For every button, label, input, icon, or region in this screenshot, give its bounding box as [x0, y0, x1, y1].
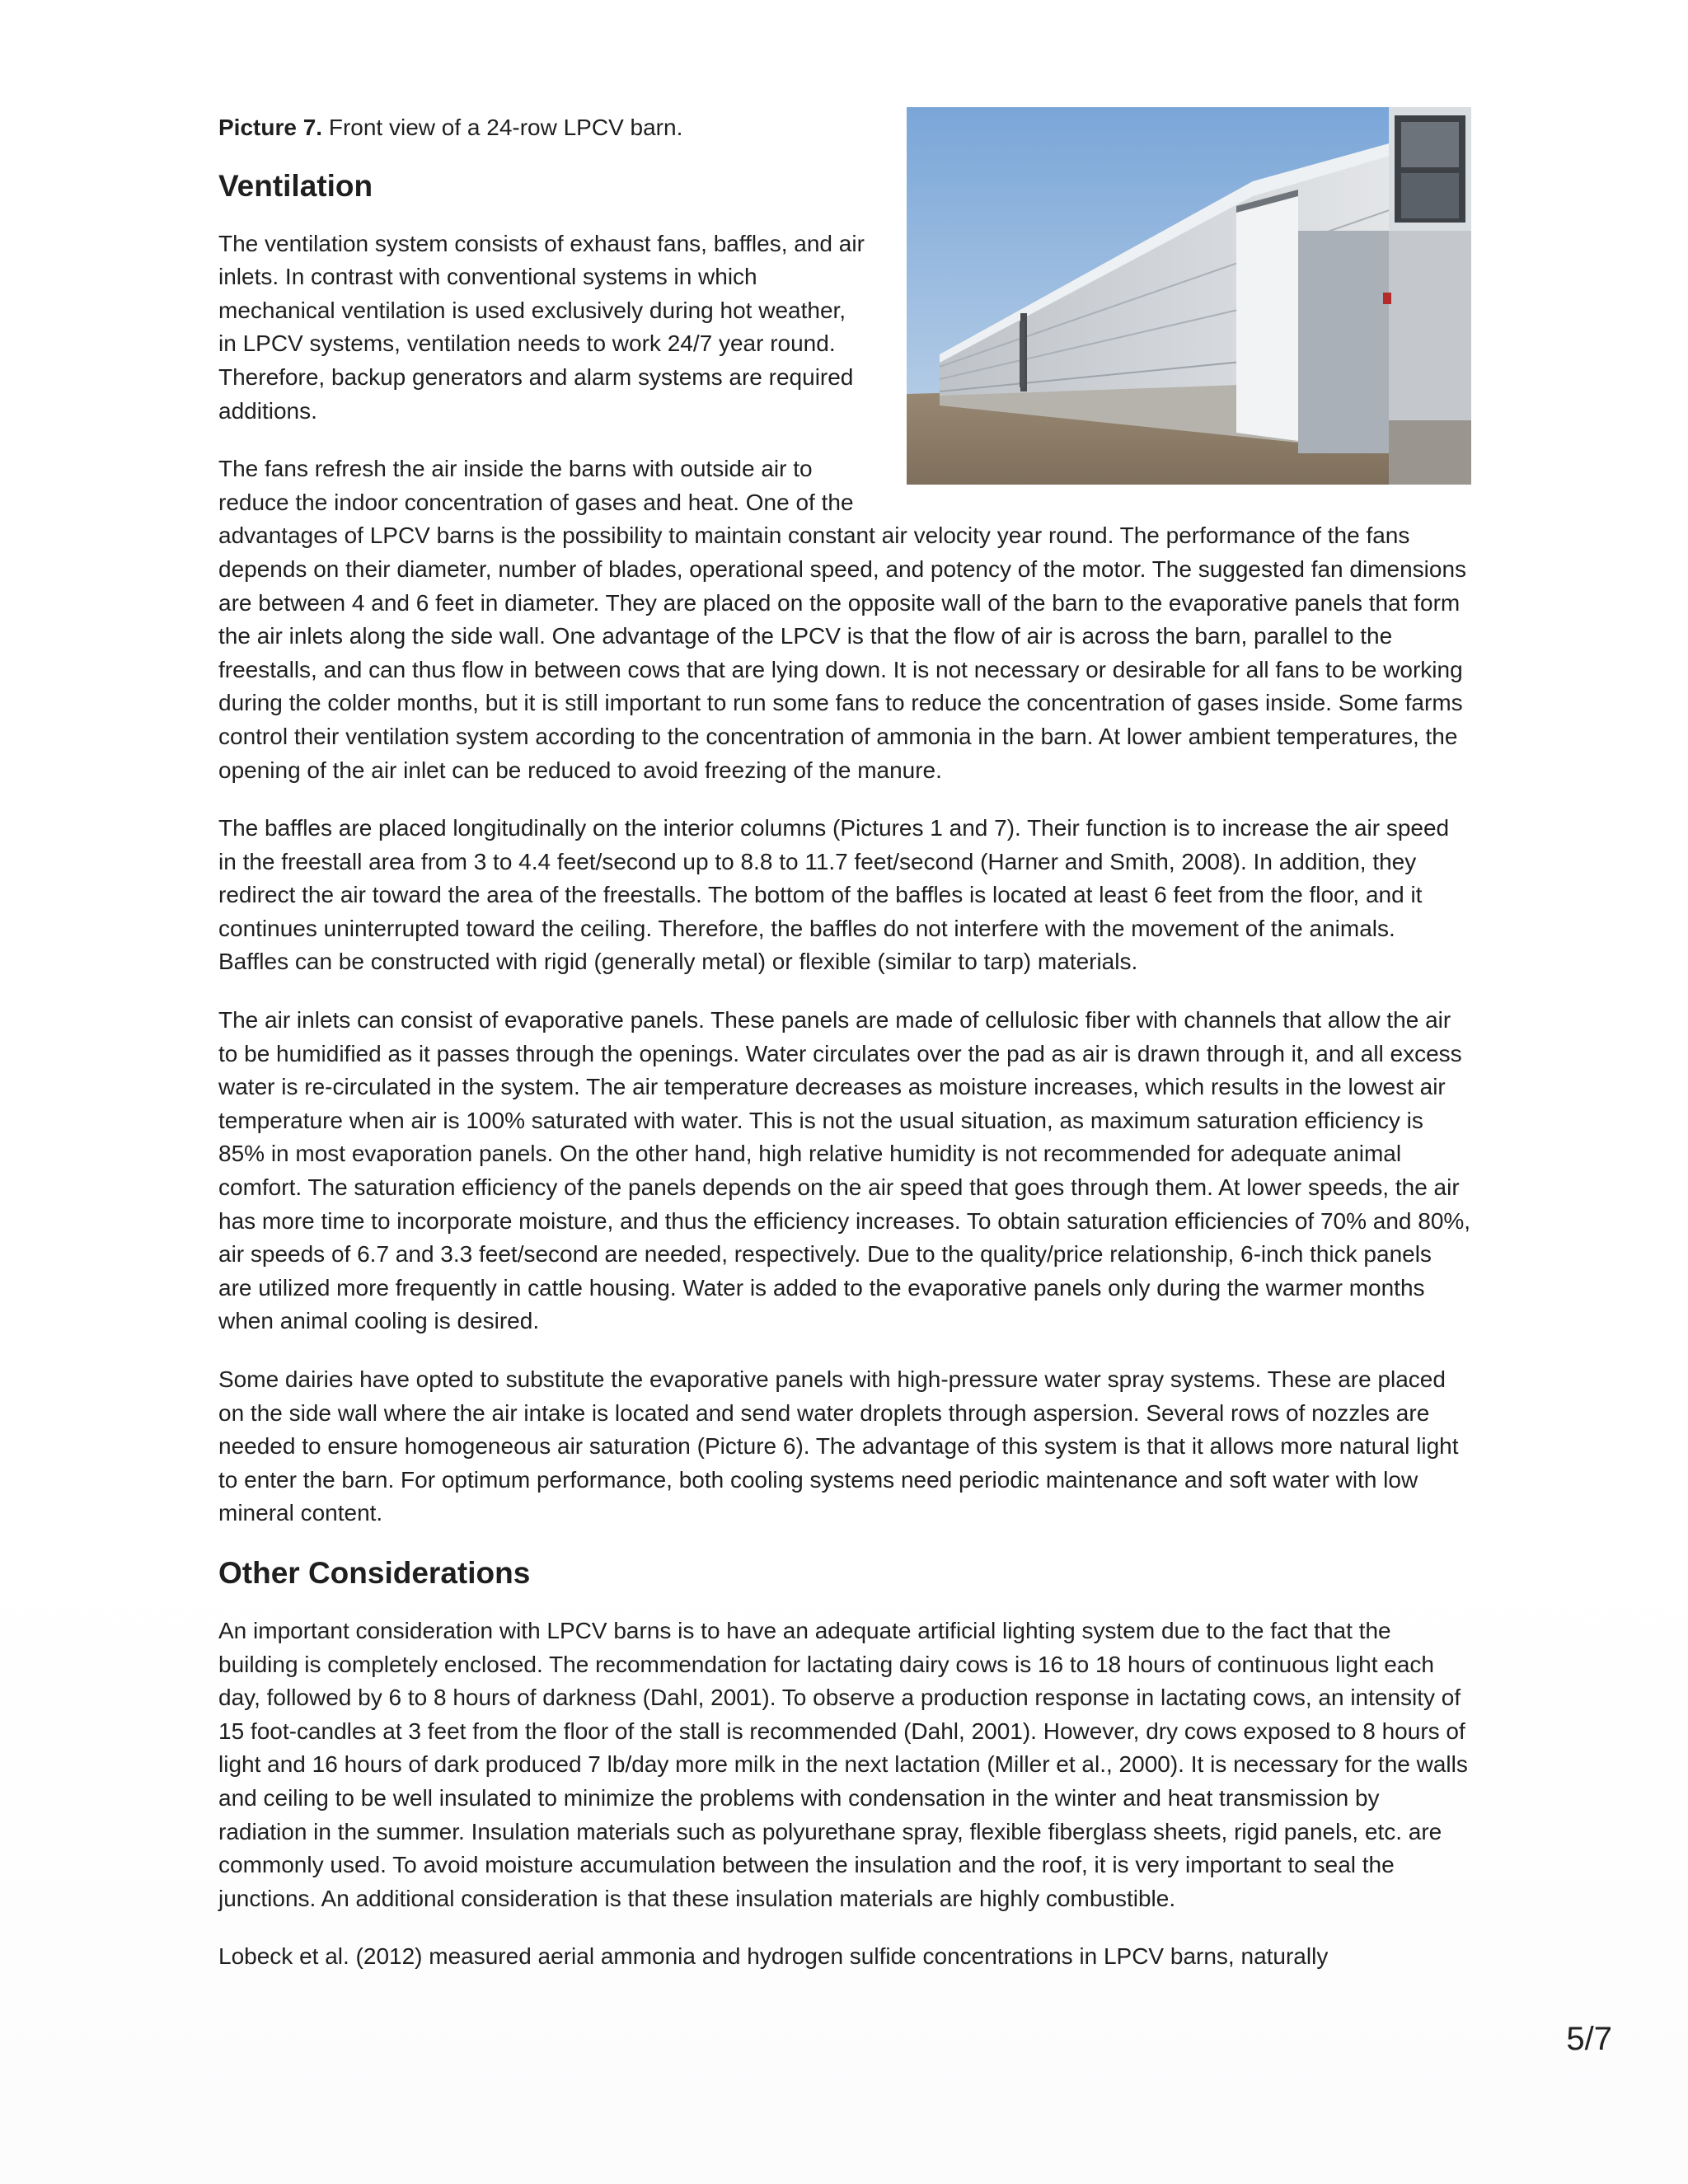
barn-photo	[907, 107, 1471, 485]
document-content	[218, 111, 1471, 1999]
paragraph-ventilation-5: Some dairies have opted to substitute the evaporative panels with high-pressure water spray systems. These are placed on the side wall where the air intake is located and send water droplets through aspersion. Several rows of nozzles are needed to ensure homogeneous air saturation (Picture 6). The advantage of this system is that it allows more natural light to enter the barn. For optimum performance, both cooling systems need periodic maintenance and soft water with low mineral content.	[218, 1366, 1459, 1526]
paragraph-other-2: Lobeck et al. (2012) measured aerial ammonia and hydrogen sulfide concentrations in LPCV barns, naturally	[218, 1943, 1329, 1970]
heading-other-considerations: Other Considerations	[218, 1555, 531, 1590]
figure-caption-text: Front view of a 24-row LPCV barn.	[322, 115, 683, 140]
paragraph-ventilation-3: The baffles are placed longitudinally on the interior columns (Pictures 1 and 7). Their function is to increase the air speed in the freestall area from 3 to 4.4 feet/second up to 8.8 to 11.7 feet/second (Harner and Smith, 2008). In addition, they redirect the air toward the area of the freestalls. The bottom of the baffles is located at least 6 feet from the floor, and it continues uninterrupted toward the ceiling. Therefore, the baffles do not interfere with the movement of the animals. Baffles can be constructed with rigid (generally metal) or flexible (similar to tarp) materials.	[218, 815, 1450, 975]
heading-ventilation: Ventilation	[218, 168, 373, 203]
paragraph-ventilation-1: The ventilation system consists of exhaust fans, baffles, and air inlets. In contrast with conventional systems in which mechanical ventilation is used exclusively during hot weather, in LPCV systems, ventilation needs to work 24/7 year round. Therefore, backup generators and alarm systems are required additions.	[218, 230, 865, 424]
page-number: 5/7	[1566, 2021, 1612, 2057]
barn-photo-image	[907, 107, 1471, 485]
paragraph-ventilation-4: The air inlets can consist of evaporative panels. These panels are made of cellulosic fiber with channels that allow the air to be humidified as it passes through the openings. Water circulates over the pad as air is drawn through it, and all excess water is re-circulated in the system. The air temperature decreases as moisture increases, which results in the lowest air temperature when air is 100% saturated with water. This is not the usual situation, as maximum saturation efficiency is 85% in most evaporation panels. On the other hand, high relative humidity is not recommended for adequate animal comfort. The saturation efficiency of the panels depends on the air speed that goes through them. At lower speeds, the air has more time to incorporate moisture, and thus the efficiency increases. To obtain saturation efficiencies of 70% and 80%, air speeds of 6.7 and 3.3 feet/second are needed, respectively. Due to the quality/price relationship, 6-inch thick panels are utilized more frequently in cattle housing. Water is added to the evaporative panels only during the warmer months when animal cooling is desired.	[218, 1007, 1471, 1334]
paragraph-other-1: An important consideration with LPCV barns is to have an adequate artificial lighting system due to the fact that the building is completely enclosed. The recommendation for lactating dairy cows is 16 to 18 hours of continuous light each day, followed by 6 to 8 hours of darkness (Dahl, 2001). To observe a production response in lactating cows, an intensity of 15 foot-candles at 3 feet from the floor of the stall is recommended (Dahl, 2001). However, dry cows exposed to 8 hours of light and 16 hours of dark produced 7 lb/day more milk in the next lactation (Miller et al., 2000). It is necessary for the walls and ceiling to be well insulated to minimize the problems with condensation in the winter and heat transmission by radiation in the summer. Insulation materials such as polyurethane spray, flexible fiberglass sheets, rigid panels, etc. are commonly used. To avoid moisture accumulation between the insulation and the roof, it is very important to seal the junctions. An additional consideration is that these insulation materials are highly combustible.	[218, 1617, 1468, 1911]
paragraph-ventilation-2: The fans refresh the air inside the barns with outside air to reduce the indoor concentration of gases and heat. One of the advantages of LPCV barns is the possibility to maintain constant air velocity year round. The performance of the fans depends on their diameter, number of blades, operational speed, and potency of the motor. The suggested fan dimensions are between 4 and 6 feet in diameter. They are placed on the opposite wall of the barn to the evaporative panels that form the air inlets along the side wall. One advantage of the LPCV is that the flow of air is across the barn, parallel to the freestalls, and can thus flow in between cows that are lying down. It is not necessary or desirable for all fans to be working during the colder months, but it is still important to run some fans to reduce the concentration of gases inside. Some farms control their ventilation system according to the concentration of ammonia in the barn. At lower ambient temperatures, the opening of the air inlet can be reduced to avoid freezing of the manure.	[218, 456, 1467, 783]
figure-caption-label: Picture 7.	[218, 115, 323, 140]
